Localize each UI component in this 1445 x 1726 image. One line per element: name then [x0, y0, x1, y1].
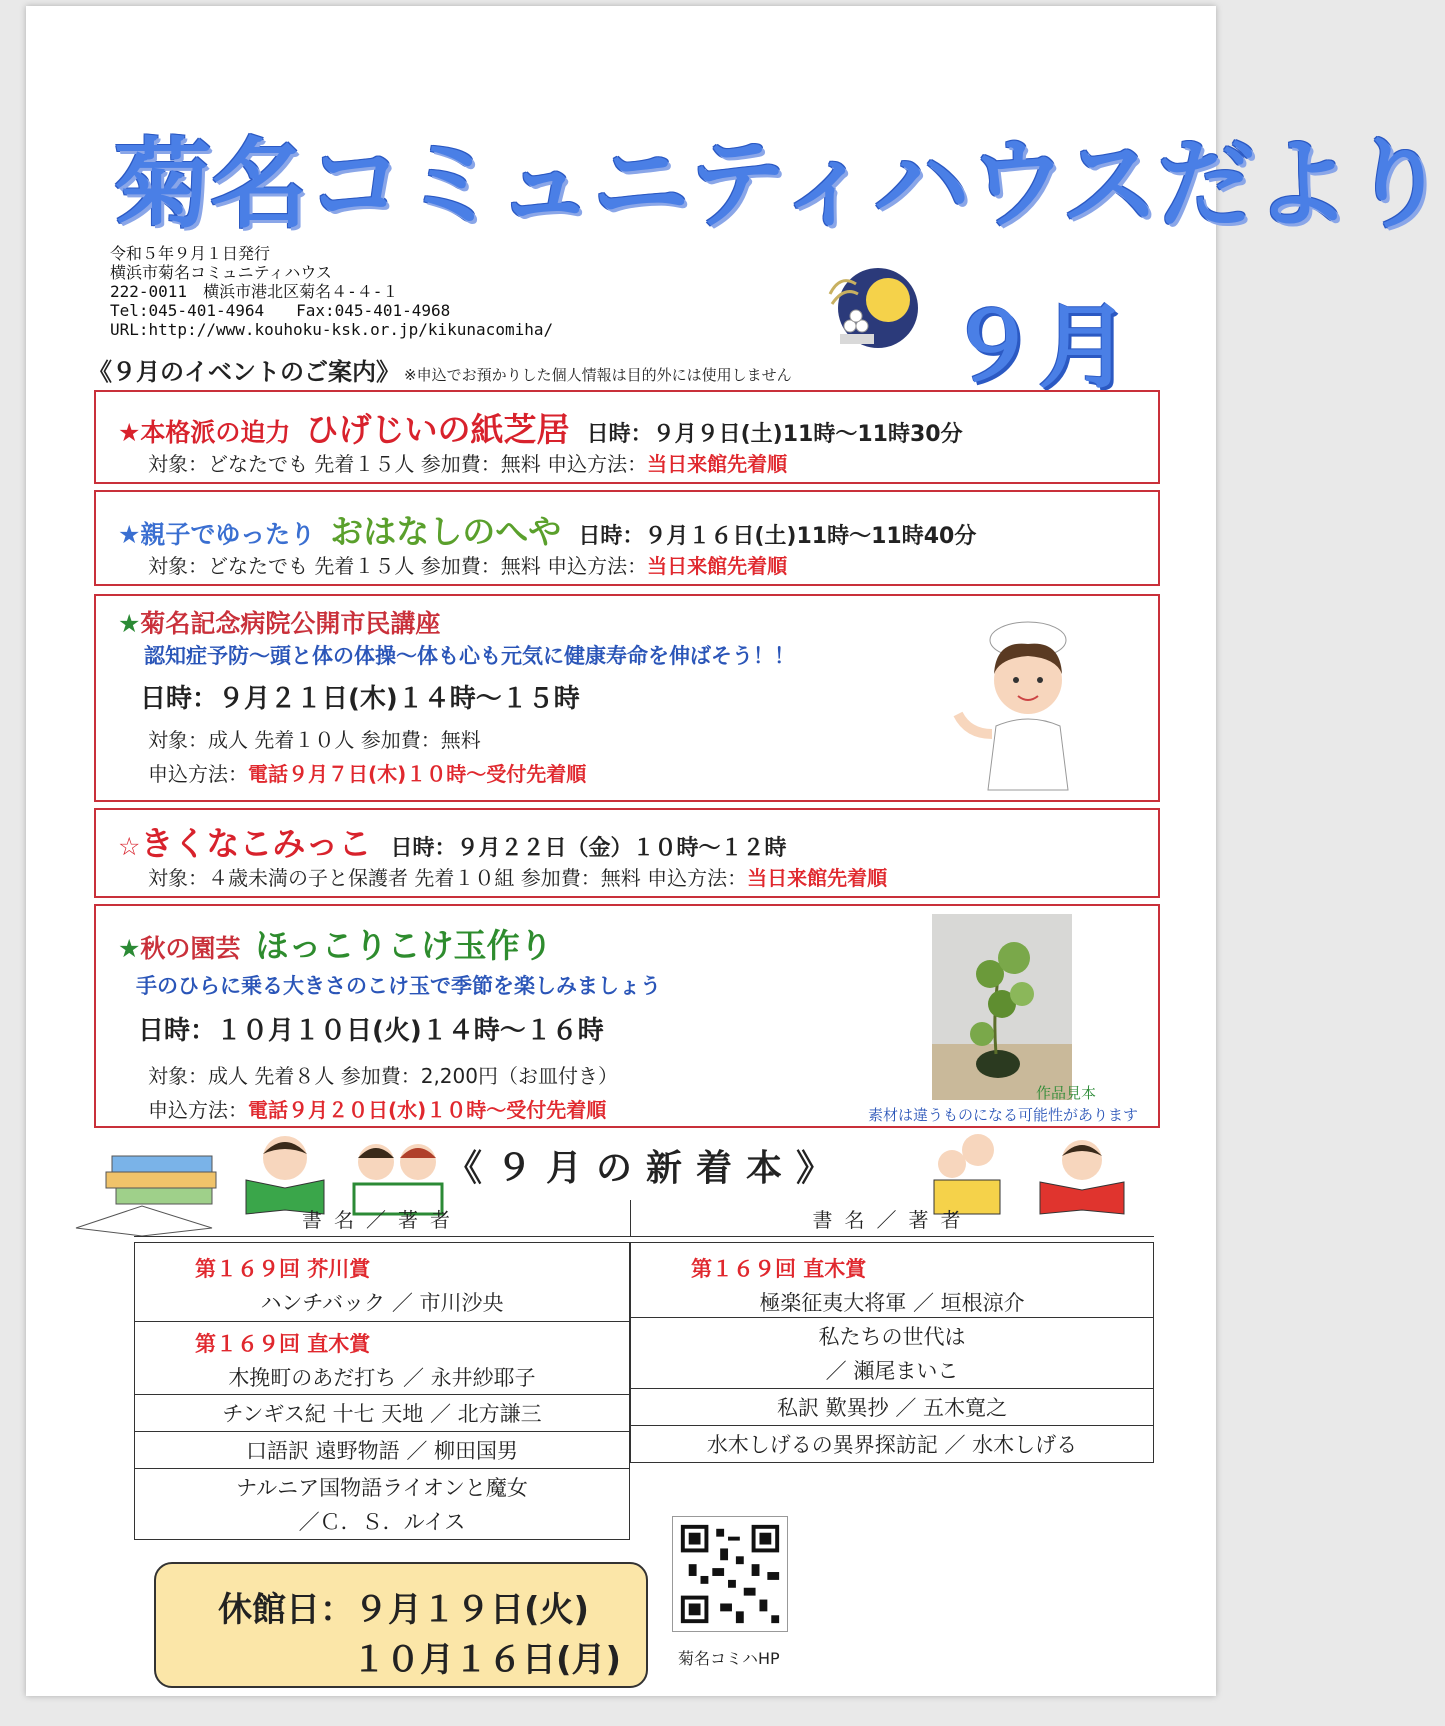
- book-title: 木挽町のあだ打ち: [228, 1366, 397, 1390]
- prize-label: 第１６９回 直木賞: [195, 1332, 371, 1356]
- event-ohanashi: [94, 490, 1160, 586]
- photo-caption: 作品見本: [1036, 1084, 1097, 1102]
- books-table-left: [134, 1200, 630, 1237]
- table-row: 第１６９回 芥川賞 ハンチバック ／ 市川沙央: [135, 1243, 630, 1322]
- book-title: 水木しげるの異界探訪記: [706, 1433, 938, 1457]
- book-author: 柳田国男: [434, 1439, 519, 1463]
- moon-viewing-icon: [810, 264, 930, 364]
- closed-date-1: ９月１９日(火): [354, 1590, 590, 1630]
- month-label: ９月: [946, 294, 1131, 401]
- events-header: [88, 352, 792, 387]
- newsletter-page: [26, 6, 1445, 1696]
- books-list-left: [134, 1242, 630, 1540]
- privacy-note: ※申込でお預かりした個人情報は目的外には使用しません: [404, 366, 792, 384]
- book-title: ハンチバック: [260, 1291, 386, 1315]
- event-lead: 秋の園芸: [140, 934, 241, 963]
- event-kokedama: [94, 904, 1160, 1128]
- event-details: 対象：どなたでも 先着１５人 参加費：無料 申込方法：: [148, 452, 648, 476]
- books-table-right: [630, 1200, 1154, 1237]
- event-datetime: 日時：１０月１０日(火)１４時～１６時: [138, 1016, 604, 1046]
- event-details: 対象：成人 先着１０人 参加費：無料: [148, 728, 481, 752]
- event-datetime: 日時：９月２１日(木)１４時～１５時: [140, 684, 580, 714]
- issuer-address: 222-0011 横浜市港北区菊名４-４-１: [110, 282, 399, 301]
- qr-label: 菊名コミハHP: [678, 1649, 780, 1668]
- event-name: おはなしのへや: [330, 512, 562, 551]
- issuer-name: 横浜市菊名コミュニティハウス: [110, 263, 332, 282]
- book-author: 永井紗耶子: [430, 1366, 536, 1390]
- event-name: きくなこみっこ: [140, 824, 372, 863]
- event-apply: 当日来館先着順: [647, 554, 788, 578]
- closed-date-2: １０月１６日(月): [352, 1640, 622, 1680]
- issuer-phone: Tel:045-401-4964 Fax:045-401-4968: [110, 301, 451, 320]
- issuer-url: URL:http://www.kouhoku-ksk.or.jp/kikunacomiha/: [110, 320, 554, 339]
- event-datetime: 日時：９月２２日（金）１０時～１２時: [390, 836, 787, 861]
- photo-note: 素材は違うものになる可能性があります: [868, 1106, 1139, 1124]
- table-row: 水木しげるの異界探訪記 ／ 水木しげる: [631, 1426, 1154, 1463]
- prize-label: 第１６９回 直木賞: [691, 1257, 867, 1281]
- event-name: ほっこりこけ玉作り: [255, 926, 553, 965]
- book-author: 瀬尾まいこ: [853, 1359, 959, 1383]
- table-row: 私たちの世代は ／ 瀬尾まいこ: [631, 1318, 1154, 1389]
- closed-label: 休館日：: [218, 1590, 354, 1630]
- star-icon: ★: [118, 609, 141, 638]
- book-title: チンギス紀 十七 天地: [222, 1402, 424, 1426]
- event-apply: 電話９月７日(木)１０時～受付先着順: [248, 762, 587, 786]
- event-apply-label: 申込方法：: [148, 762, 248, 786]
- table-row: ナルニア国物語ライオンと魔女 ／Ｃ．Ｓ．ルイス: [135, 1469, 630, 1540]
- qr-code-icon[interactable]: [672, 1516, 788, 1632]
- book-author: Ｃ．Ｓ．ルイス: [319, 1510, 466, 1534]
- book-author: 水木しげる: [972, 1433, 1078, 1457]
- issue-date: 令和５年９月１日発行: [110, 244, 271, 263]
- event-lead: 本格派の迫力: [140, 418, 291, 447]
- book-author: 市川沙央: [419, 1291, 504, 1315]
- book-title: 極楽征夷大将軍: [759, 1291, 907, 1315]
- event-lead: 親子でゆったり: [140, 520, 316, 549]
- event-name: ひげじいの紙芝居: [305, 410, 570, 449]
- event-details: 対象：どなたでも 先着１５人 参加費：無料 申込方法：: [148, 554, 648, 578]
- new-books-heading: 《９月の新着本》: [446, 1148, 847, 1189]
- table-header: 書名／著者: [134, 1200, 630, 1237]
- event-apply: 当日来館先着順: [747, 866, 888, 890]
- kokedama-photo: [932, 914, 1072, 1100]
- book-author: 垣根涼介: [940, 1291, 1025, 1315]
- star-icon: ★: [118, 934, 141, 963]
- table-row: 第１６９回 直木賞 木挽町のあだ打ち ／ 永井紗耶子: [135, 1322, 630, 1395]
- event-apply: 電話９月２０日(水)１０時～受付先着順: [248, 1098, 607, 1122]
- issuer-info: [110, 244, 553, 339]
- newsletter-title: 菊名コミュニティハウスだより: [114, 128, 1445, 242]
- event-lead: 菊名記念病院公開市民講座: [140, 609, 441, 638]
- event-lecture: [94, 594, 1160, 802]
- event-kamishibai: [94, 390, 1160, 484]
- book-title: ナルニア国物語ライオンと魔女: [236, 1476, 528, 1500]
- events-header-text: 《９月のイベントのご案内》: [88, 358, 400, 386]
- table-row: 第１６９回 直木賞 極楽征夷大将軍 ／ 垣根涼介: [631, 1243, 1154, 1318]
- table-row: 口語訳 遠野物語 ／ 柳田国男: [135, 1432, 630, 1469]
- table-header: 書名／著者: [631, 1200, 1155, 1237]
- table-row: 私訳 歎異抄 ／ 五木寛之: [631, 1389, 1154, 1426]
- event-datetime: 日時：９月１６日(土)11時～11時40分: [578, 524, 977, 549]
- event-datetime: 日時：９月９日(土)11時～11時30分: [586, 422, 963, 447]
- books-list-right: [630, 1242, 1154, 1463]
- event-kikunakomikko: [94, 808, 1160, 898]
- star-icon: ☆: [118, 832, 141, 861]
- book-author: 北方謙三: [457, 1402, 542, 1426]
- star-icon: ★: [118, 418, 141, 447]
- event-details: 対象：４歳未満の子と保護者 先着１０組 参加費：無料 申込方法：: [148, 866, 748, 890]
- event-apply-label: 申込方法：: [148, 1098, 248, 1122]
- table-row: チンギス紀 十七 天地 ／ 北方謙三: [135, 1395, 630, 1432]
- book-title: 口語訳 遠野物語: [245, 1439, 400, 1463]
- event-apply: 当日来館先着順: [647, 452, 788, 476]
- closed-days-box: [154, 1562, 648, 1688]
- star-icon: ★: [118, 520, 141, 549]
- event-details: 対象：成人 先着８人 参加費：2,200円（お皿付き）: [148, 1064, 618, 1088]
- prize-label: 第１６９回 芥川賞: [195, 1257, 371, 1281]
- book-title: 私訳 歎異抄: [776, 1396, 889, 1420]
- event-subtitle: 手のひらに乗る大きさのこけ玉で季節を楽しみましょう: [136, 974, 661, 998]
- nurse-illustration: [948, 614, 1098, 790]
- book-author: 五木寛之: [923, 1396, 1008, 1420]
- event-subtitle: 認知症予防～頭と体の体操～体も心も元気に健康寿命を伸ばそう！！: [144, 644, 795, 668]
- book-title: 私たちの世代は: [818, 1325, 966, 1349]
